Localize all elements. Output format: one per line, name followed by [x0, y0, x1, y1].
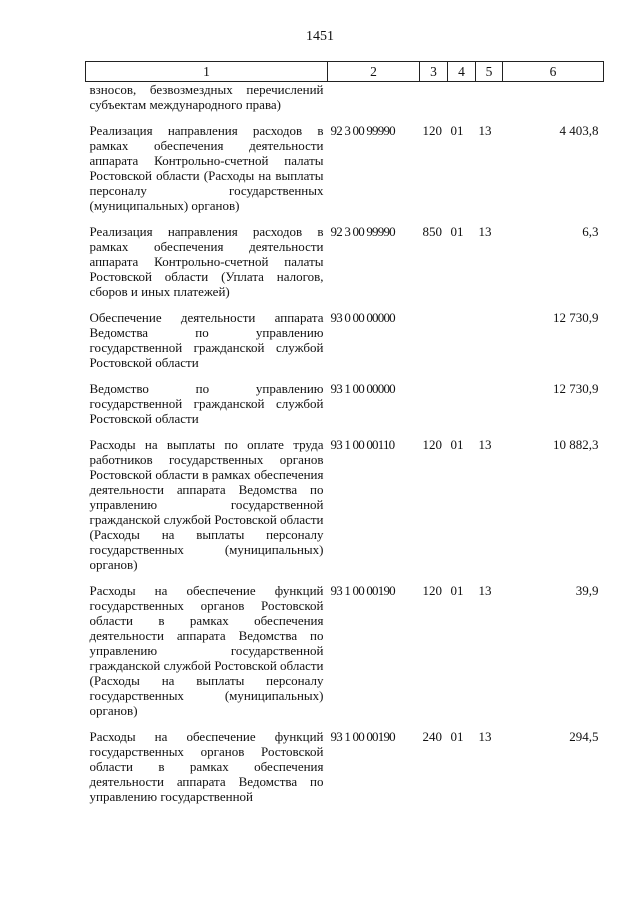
col-header-4: 4: [448, 62, 476, 82]
row-subsection: [476, 82, 503, 113]
row-expense-type: 120: [422, 123, 442, 138]
row-name: Расходы на обеспечение функций государственных органов Ростовской области в рамках обеспечения деятельности аппарата Ведомства по управлению государственной гражданской службой Ростовской области (Расходы на выплаты персоналу государственных (муниципальных) органов): [89, 583, 324, 718]
row-expense-type: [420, 310, 448, 370]
row-name: взносов, безвозмездных перечислений субъектам международного права): [89, 82, 324, 112]
row-target-article: 93 1 00 00190: [330, 729, 395, 744]
row-subsection: 13: [478, 583, 492, 598]
row-section: 01: [450, 583, 464, 598]
table-row: [86, 437, 604, 572]
row-expense-type: [420, 82, 448, 113]
row-subsection: 13: [478, 437, 492, 452]
table-row: [86, 381, 604, 426]
row-expense-type: 120: [422, 437, 442, 452]
row-subsection: 13: [478, 224, 492, 239]
col-header-2: 2: [328, 62, 420, 82]
page-number: 1451: [306, 29, 334, 44]
row-amount: 10 882,3: [553, 437, 599, 452]
table-row: [86, 583, 604, 718]
row-subsection: 13: [478, 123, 492, 138]
row-amount: 294,5: [569, 729, 599, 744]
row-name: Реализация направления расходов в рамках обеспечения деятельности аппарата Контрольно-счетной палаты Ростовской области (Уплата налогов, сборов и иных платежей): [89, 224, 324, 299]
row-amount: 6,3: [582, 224, 599, 239]
row-name: Расходы на обеспечение функций государственных органов Ростовской области в рамках обеспечения деятельности аппарата Ведомства по управлению государственной: [89, 729, 324, 804]
col-header-5: 5: [476, 62, 503, 82]
row-target-article: 92 3 00 99990: [330, 224, 395, 239]
row-subsection: [476, 310, 503, 370]
row-target-article: 93 1 00 00190: [330, 583, 395, 598]
row-amount: 12 730,9: [553, 310, 599, 325]
row-section: [448, 381, 476, 426]
row-target-article: 93 1 00 00110: [330, 437, 395, 452]
row-amount: [503, 82, 604, 113]
table-row: [86, 123, 604, 213]
col-header-6: 6: [503, 62, 604, 82]
row-subsection: 13: [478, 729, 492, 744]
row-expense-type: [420, 381, 448, 426]
row-subsection: [476, 381, 503, 426]
row-name: Ведомство по управлению государственной гражданской службой Ростовской области: [89, 381, 324, 426]
row-target-article: 93 0 00 00000: [330, 310, 395, 325]
row-section: [448, 82, 476, 113]
row-amount: 12 730,9: [553, 381, 599, 396]
budget-table: [85, 61, 604, 804]
row-section: 01: [450, 729, 464, 744]
table-row: [86, 310, 604, 370]
row-section: 01: [450, 123, 464, 138]
row-amount: 39,9: [575, 583, 599, 598]
header-row: [86, 62, 604, 82]
row-expense-type: 240: [422, 729, 442, 744]
row-expense-type: 850: [422, 224, 442, 239]
row-expense-type: 120: [422, 583, 442, 598]
row-target-article: 93 1 00 00000: [330, 381, 395, 396]
row-amount: 4 403,8: [559, 123, 599, 138]
row-section: [448, 310, 476, 370]
row-name: Обеспечение деятельности аппарата Ведомства по управлению государственной гражданской службой Ростовской области: [89, 310, 324, 370]
table-row: [86, 224, 604, 299]
row-name: Расходы на выплаты по оплате труда работников государственных органов Ростовской области в рамках обеспечения деятельности аппарата Ведомства по управлению государственной гражданской службой Ростовской области (Расходы на выплаты персоналу государственных (муниципальных) органов): [89, 437, 324, 572]
col-header-1: 1: [86, 62, 328, 82]
table-row: [86, 82, 604, 113]
row-section: 01: [450, 437, 464, 452]
row-name: Реализация направления расходов в рамках обеспечения деятельности аппарата Контрольно-счетной палаты Ростовской области (Расходы на выплаты персоналу государственных (муниципальных) органов): [89, 123, 324, 213]
row-target-article: [328, 82, 420, 113]
row-target-article: 92 3 00 99990: [330, 123, 395, 138]
col-header-3: 3: [420, 62, 448, 82]
table-row: [86, 729, 604, 804]
row-section: 01: [450, 224, 464, 239]
